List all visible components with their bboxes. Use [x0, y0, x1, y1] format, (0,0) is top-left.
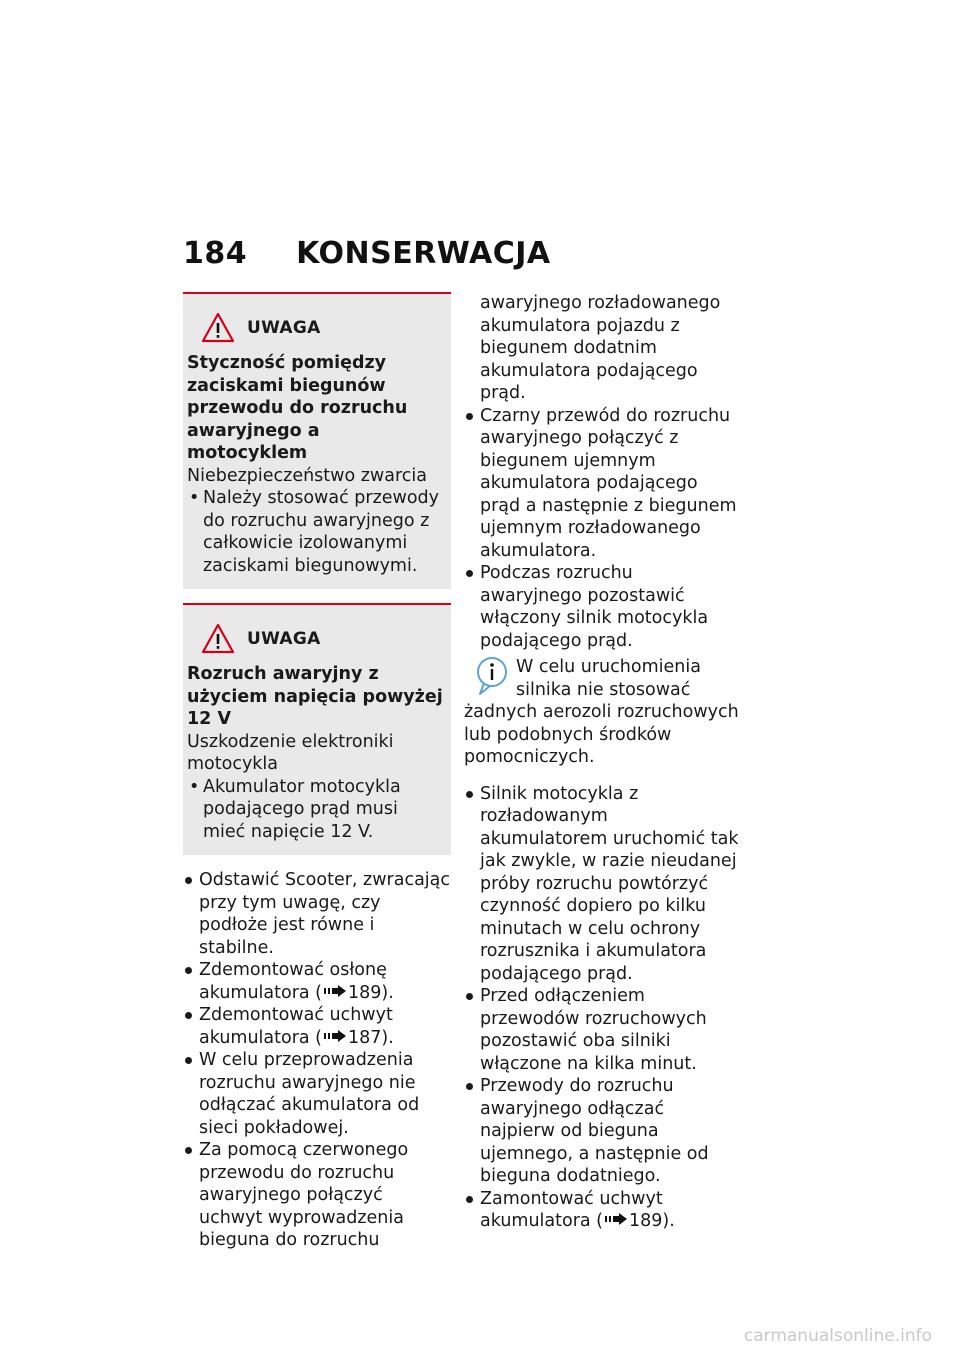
list-item: Zdemontować uchwyt akumulatora ( 187). — [183, 1004, 451, 1049]
warning-item: • Akumulator motocykla podającego prąd musi mieć napięcie 12 V. — [187, 776, 443, 844]
list-item: Za pomocą czerwonego przewodu do rozruchu awaryjnego połączyć uchwyt wyprowadzenia bieguna do rozruchu — [183, 1139, 451, 1252]
page-reference[interactable]: 187 — [348, 1027, 382, 1048]
warning-triangle-icon — [201, 623, 235, 655]
warning-title: UWAGA — [247, 628, 321, 649]
list-item: Podczas rozruchu awaryjnego pozostawić włączony silnik motocykla podającego prąd. — [464, 562, 740, 652]
list-item: Przewody do rozruchu awaryjnego odłączać najpierw od bieguna ujemnego, a następnie od bieguna dodatniego. — [464, 1075, 740, 1188]
list-item: Zamontować uchwyt akumulatora ( 189). — [464, 1188, 740, 1233]
list-item: Odstawić Scooter, zwracając przy tym uwagę, czy podłoże jest równe i stabilne. — [183, 869, 451, 959]
warning-box-2 — [183, 603, 451, 855]
list-item-continued: awaryjnego rozładowanego akumulatora pojazdu z biegunem dodatnim akumulatora podającego prąd. — [480, 293, 721, 403]
page-reference-arrow-icon — [324, 1030, 346, 1042]
warning-description: Uszkodzenie elektroniki motocykla — [187, 731, 394, 774]
page-reference-arrow-icon — [324, 985, 346, 997]
info-icon — [474, 656, 510, 698]
warning-title: UWAGA — [247, 317, 321, 338]
warning-header — [201, 615, 443, 663]
page-number: 184 — [183, 236, 248, 271]
right-step-list-top — [464, 292, 740, 652]
left-step-list — [183, 869, 451, 1252]
page-reference[interactable]: 189 — [629, 1211, 663, 1231]
info-note-text: W celu uruchomienia silnika nie stosować żadnych aerozoli rozruchowych lub podobnych środków pomocniczych. — [464, 657, 739, 767]
right-column — [464, 292, 740, 1233]
warning-header — [201, 304, 443, 352]
right-step-list-bottom — [464, 783, 740, 1233]
list-item: Przed odłączeniem przewodów rozruchowych pozostawić oba silniki włączone na kilka minut. — [464, 985, 740, 1075]
chapter-title: KONSERWACJA — [296, 236, 551, 271]
warning-box-1 — [183, 292, 451, 589]
list-item: Zdemontować osłonę akumulatora ( 189). — [183, 959, 451, 1004]
list-item: W celu przeprowadzenia rozruchu awaryjnego nie odłączać akumulatora od sieci pokładowej. — [183, 1049, 451, 1139]
warning-triangle-icon — [201, 312, 235, 344]
page-header — [183, 236, 551, 271]
page-reference[interactable]: 189 — [348, 982, 382, 1003]
page-reference-arrow-icon — [605, 1213, 627, 1225]
list-item: Silnik motocykla z rozładowanym akumulatorem uruchomić tak jak zwykle, w razie nieudanej próby rozruchu powtórzyć czynność dopiero po kilku minutach w celu ochrony rozrusznika i akumulatora podającego prąd. — [464, 783, 740, 986]
warning-item: • Należy stosować przewody do rozruchu awaryjnego z całkowicie izolowanymi zaciskami biegunowymi. — [187, 487, 443, 577]
warning-heading: Rozruch awaryjny z użyciem napięcia powyżej 12 V — [187, 664, 443, 729]
list-item: Czarny przewód do rozruchu awaryjnego połączyć z biegunem ujemnym akumulatora podającego prąd a następnie z biegunem ujemnym rozładowanego akumulatora. — [464, 405, 740, 563]
info-note — [464, 656, 740, 769]
warning-description: Niebezpieczeństwo zwarcia — [187, 465, 427, 486]
left-column — [183, 292, 451, 1252]
watermark: carmanualsonline.info — [743, 1326, 932, 1346]
warning-heading: Styczność pomiędzy zaciskami biegunów przewodu do rozruchu awaryjnego a motocyklem — [187, 353, 408, 463]
